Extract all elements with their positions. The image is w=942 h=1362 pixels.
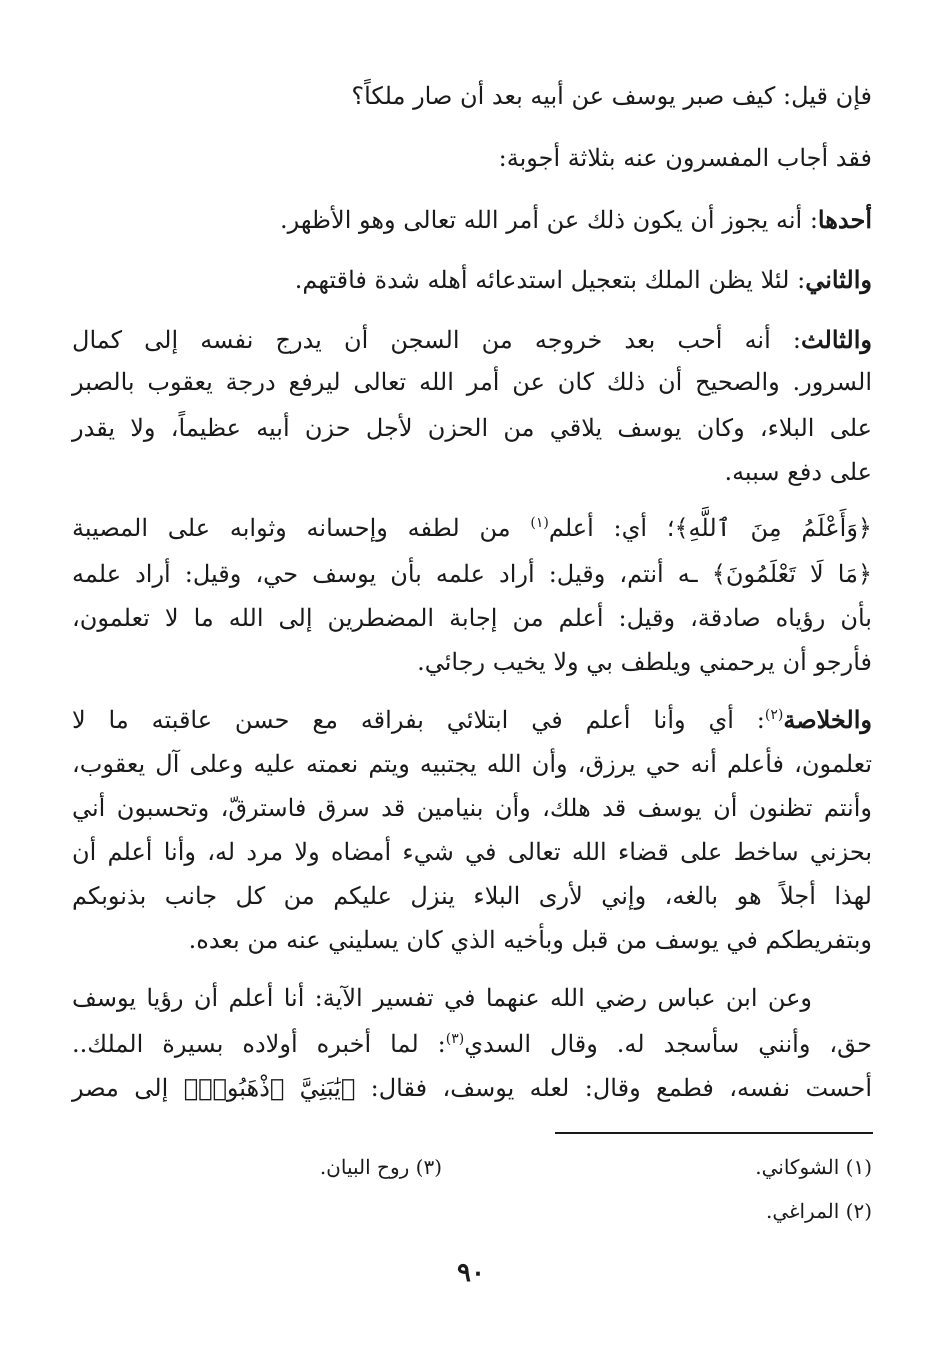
footnote-2: (٢) المراغي. xyxy=(765,1199,872,1223)
text-line-11 xyxy=(72,598,872,638)
text-line-4 xyxy=(72,260,872,300)
bold-term: والثالث xyxy=(800,325,872,354)
text-line-16 xyxy=(72,832,872,872)
text-run: حق، وأنني سأسجد له. وقال السدي xyxy=(464,1030,872,1058)
text-line-12 xyxy=(72,642,872,682)
text-run: السرور. والصحيح أن ذلك كان عن أمر الله تعالى ليرفع درجة يعقوب بالصبر xyxy=(72,368,872,396)
footnote-marker: (١) xyxy=(530,515,549,531)
text-run: من لطفه وإحسانه وثوابه على المصيبة xyxy=(72,514,531,542)
footnote-separator xyxy=(555,1132,873,1134)
text-line-14 xyxy=(72,744,872,784)
text-run: بأن رؤياه صادقة، وقيل: أعلم من إجابة المضطرين إلى الله ما لا تعلمون، xyxy=(72,604,872,632)
text-line-17 xyxy=(72,876,872,916)
page-number: ٩٠ xyxy=(457,1258,485,1288)
text-line-8 xyxy=(72,452,872,492)
text-run: فإن قيل: كيف صبر يوسف عن أبيه بعد أن صار ملكاً؟ xyxy=(351,82,872,110)
text-run: : أنه أحب بعد خروجه من السجن أن يدرج نفسه إلى كمال xyxy=(72,326,801,354)
text-line-19 xyxy=(72,978,812,1018)
text-line-3 xyxy=(72,200,872,240)
text-line-5 xyxy=(72,320,872,360)
quran-quote: ﴿وَأَعْلَمُ مِنَ ٱللَّهِ﴾ xyxy=(674,514,872,542)
text-line-20 xyxy=(72,1024,872,1064)
bold-term: أحدها xyxy=(817,205,872,234)
text-line-13 xyxy=(72,700,872,740)
text-line-21 xyxy=(72,1068,872,1108)
text-run: أحست نفسه، فطمع وقال: لعله يوسف، فقال: xyxy=(355,1074,872,1102)
text-line-1 xyxy=(72,76,872,116)
bold-term: والخلاصة xyxy=(783,705,872,734)
bold-term: والثاني xyxy=(805,265,872,294)
text-line-10 xyxy=(72,554,872,594)
text-run: : أي وأنا أعلم في ابتلائي بفراقه مع حسن عاقبته ما لا xyxy=(72,706,765,734)
text-run: إلى مصر xyxy=(72,1074,184,1102)
footnote-3: (٣) روح البيان. xyxy=(319,1155,442,1179)
text-run: وبتفريطكم في يوسف من قبل وبأخيه الذي كان يسليني عنه من بعده. xyxy=(188,926,872,954)
text-line-6 xyxy=(72,362,872,402)
text-line-15 xyxy=(72,788,872,828)
text-run: فأرجو أن يرحمني ويلطف بي ولا يخيب رجائي. xyxy=(417,648,872,676)
text-line-2 xyxy=(72,138,872,178)
text-run: على البلاء، وكان يوسف يلاقي من الحزن لأجل حزن أبيه عظيماً، ولا يقدر xyxy=(72,414,872,442)
text-line-18 xyxy=(72,920,872,960)
text-line-9 xyxy=(72,508,872,548)
footnote-1: (١) الشوكاني. xyxy=(755,1155,872,1179)
text-run: على دفع سببه. xyxy=(724,458,872,486)
text-run: : أنه يجوز أن يكون ذلك عن أمر الله تعالى وهو الأظهر. xyxy=(279,206,818,234)
text-run: : لما أخبره أولاده بسيرة الملك.. xyxy=(72,1030,446,1058)
quran-quote: ﴿يَٰبَنِيَّ ٱذْهَبُوا۟﴾ xyxy=(183,1074,356,1102)
text-run: لهذا أجلاً هو بالغه، وإني لأرى البلاء ينزل عليكم من كل جانب بذنوبكم xyxy=(72,882,872,910)
text-run: تعلمون، فأعلم أنه حي يرزق، وأن الله يجتبيه ويتم نعمته عليه وعلى آل يعقوب، xyxy=(72,750,872,778)
text-run: ـه أنتم، وقيل: أراد علمه بأن يوسف حي، وقيل: أراد علمه xyxy=(72,560,712,588)
footnote-marker: (٣) xyxy=(445,1031,465,1047)
text-run: بحزني ساخط على قضاء الله تعالى في شيء أمضاه ولا مرد له، وأنا أعلم أن xyxy=(72,838,872,866)
text-run: ؛ أي: أعلم xyxy=(548,514,675,542)
text-run: وعن ابن عباس رضي الله عنهما في تفسير الآية: أنا أعلم أن رؤيا يوسف xyxy=(72,984,812,1012)
text-run: : لئلا يظن الملك بتعجيل استدعائه أهله شدة فاقتهم. xyxy=(294,266,806,294)
footnote-marker: (٢) xyxy=(764,707,784,723)
text-run: وأنتم تظنون أن يوسف قد هلك، وأن بنيامين قد سرق فاسترقّ، وتحسبون أني xyxy=(72,794,872,822)
text-run: فقد أجاب المفسرون عنه بثلاثة أجوبة: xyxy=(498,144,872,172)
quran-quote: ﴿مَا لَا تَعْلَمُونَ﴾ xyxy=(711,560,873,588)
text-line-7 xyxy=(72,408,872,448)
